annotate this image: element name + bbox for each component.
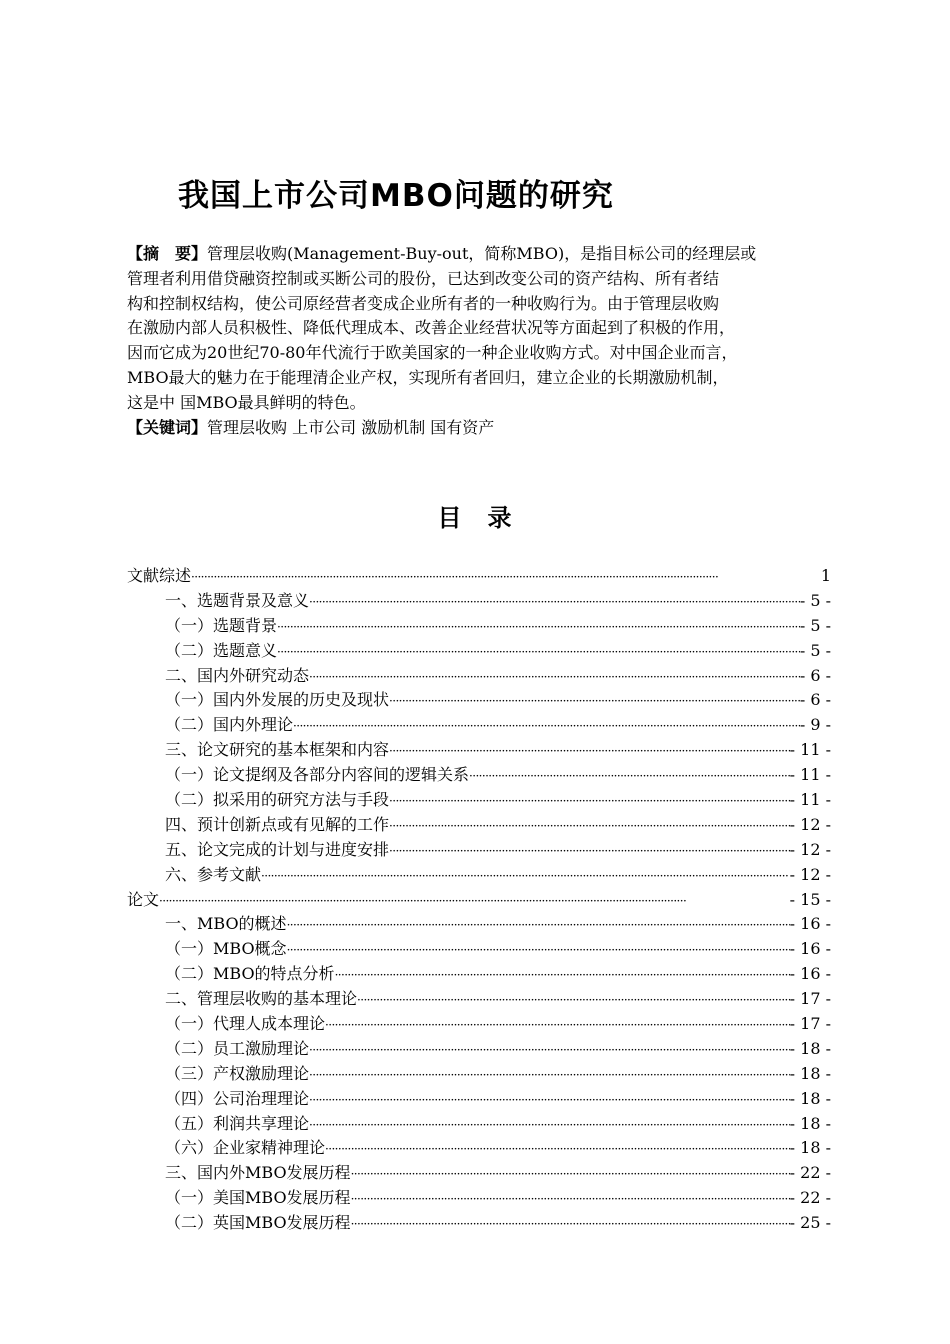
toc-entry-label: （二）拟采用的研究方法与手段 — [165, 790, 390, 810]
toc-entry[interactable] — [127, 813, 831, 838]
keywords-label: 【关键词】 — [127, 417, 208, 437]
toc-entry-page: - 11 - — [789, 765, 831, 785]
toc-entry-page: - 22 - — [789, 1188, 831, 1208]
toc-entry[interactable] — [127, 1037, 831, 1062]
toc-entry-page: - 6 - — [799, 665, 831, 685]
toc-dot-leader — [389, 789, 790, 814]
toc-entry[interactable] — [127, 962, 831, 987]
toc-entry-page: - 18 - — [789, 1063, 831, 1083]
toc-dot-leader — [389, 739, 790, 764]
toc-entry-page: - 9 - — [799, 715, 831, 735]
toc-entry[interactable] — [127, 1062, 831, 1087]
toc-entry-page: - 17 - — [789, 1014, 831, 1034]
toc-entry[interactable] — [127, 688, 831, 713]
toc-dot-leader — [191, 565, 821, 590]
abstract-line — [127, 242, 867, 267]
toc-entry-label: 论文 — [127, 889, 160, 909]
toc-dot-leader — [309, 590, 800, 615]
abstract-line: 在激励内部人员积极性、降低代理成本、改善企业经营状况等方面起到了积极的作用， — [127, 318, 736, 338]
toc-entry[interactable] — [127, 664, 831, 689]
toc-dot-leader — [309, 1063, 790, 1088]
toc-entry-page: - 12 - — [789, 864, 831, 884]
toc-entry-label: （四）公司治理理论 — [165, 1088, 310, 1108]
toc-entry[interactable] — [127, 788, 831, 813]
toc-dot-leader — [287, 938, 790, 963]
toc-entry-page: - 25 - — [789, 1213, 831, 1233]
toc-entry-page: - 18 - — [789, 1138, 831, 1158]
abstract-line: 这是中 国MBO最具鲜明的特色。 — [127, 392, 366, 412]
toc-entry-label: 文献综述 — [127, 566, 192, 585]
toc-entry-page: - 22 - — [789, 1163, 831, 1183]
toc-entry-label: 四、预计创新点或有见解的工作 — [165, 814, 390, 834]
toc-entry[interactable] — [127, 1087, 831, 1112]
toc-entry-label: （五）利润共享理论 — [165, 1113, 310, 1133]
toc-dot-leader — [277, 615, 800, 640]
toc-dot-leader — [469, 764, 790, 789]
toc-dot-leader — [309, 665, 800, 690]
toc-dot-leader — [309, 1088, 790, 1113]
toc-entry-label: （二）国内外理论 — [165, 715, 294, 735]
toc-entry[interactable] — [127, 763, 831, 788]
toc-entry-label: （一）MBO概念 — [165, 939, 287, 959]
toc-entry-page: - 16 - — [789, 914, 831, 934]
toc-entry-page: - 11 - — [789, 790, 831, 810]
toc-entry-label: 一、MBO的概述 — [165, 914, 287, 934]
toc-entry-page: - 5 - — [799, 640, 831, 660]
toc-dot-leader — [287, 913, 790, 938]
table-of-contents — [127, 564, 831, 1236]
toc-entry-label: （二）员工激励理论 — [165, 1038, 310, 1058]
toc-entry-page: - 16 - — [789, 964, 831, 984]
toc-entry-page: - 15 - — [789, 889, 831, 909]
toc-entry-page: - 17 - — [789, 989, 831, 1009]
toc-entry-label: （一）代理人成本理论 — [165, 1014, 326, 1034]
toc-entry-page: 1 — [820, 566, 831, 585]
toc-dot-leader — [351, 1162, 790, 1187]
toc-dot-leader — [325, 1013, 790, 1038]
toc-entry[interactable] — [127, 713, 831, 738]
toc-entry-label: （一）国内外发展的历史及现状 — [165, 690, 390, 710]
toc-entry[interactable] — [127, 987, 831, 1012]
toc-entry-page: - 16 - — [789, 939, 831, 959]
toc-entry[interactable] — [127, 738, 831, 763]
toc-entry-page: - 12 - — [789, 814, 831, 834]
toc-entry-label: 六、参考文献 — [165, 864, 262, 884]
abstract-line: 构和控制权结构，使公司原经营者变成企业所有者的一种收购行为。由于管理层收购 — [127, 293, 720, 313]
toc-entry[interactable] — [127, 1186, 831, 1211]
toc-entry[interactable] — [127, 1211, 831, 1236]
toc-entry[interactable] — [127, 838, 831, 863]
toc-entry[interactable] — [127, 912, 831, 937]
toc-entry[interactable] — [127, 1112, 831, 1137]
toc-entry-page: - 18 - — [789, 1088, 831, 1108]
abstract-label: 【摘 要】 — [127, 244, 208, 263]
toc-heading: 目录 — [437, 504, 538, 532]
toc-entry-label: 三、论文研究的基本框架和内容 — [165, 740, 390, 760]
toc-entry-label: 二、国内外研究动态 — [165, 665, 310, 685]
toc-dot-leader — [293, 714, 800, 739]
toc-dot-leader — [261, 864, 790, 889]
toc-dot-leader — [389, 689, 800, 714]
toc-entry-page: - 6 - — [799, 690, 831, 710]
abstract-text: 管理层收购(Management-Buy-out，简称MBO)，是指目标公司的经理层或 — [207, 244, 757, 263]
toc-entry[interactable] — [127, 937, 831, 962]
toc-entry-label: 五、论文完成的计划与进度安排 — [165, 839, 390, 859]
toc-entry[interactable] — [127, 1136, 831, 1161]
toc-entry-label: （六）企业家精神理论 — [165, 1138, 326, 1158]
toc-entry-label: （一）美国MBO发展历程 — [165, 1188, 351, 1208]
toc-dot-leader — [357, 988, 790, 1013]
keywords-line — [127, 416, 867, 441]
toc-dot-leader — [351, 1187, 790, 1212]
toc-entry-label: 一、选题背景及意义 — [165, 590, 310, 610]
toc-entry[interactable] — [127, 564, 831, 589]
toc-dot-leader — [309, 1113, 790, 1138]
toc-dot-leader — [325, 1137, 790, 1162]
toc-entry-label: （二）英国MBO发展历程 — [165, 1213, 351, 1233]
toc-dot-leader — [389, 839, 790, 864]
toc-entry[interactable] — [127, 1012, 831, 1037]
abstract-block — [127, 242, 867, 440]
toc-entry-label: （一）选题背景 — [165, 615, 278, 635]
toc-entry-page: - 18 - — [789, 1038, 831, 1058]
toc-dot-leader — [389, 814, 790, 839]
toc-entry-page: - 11 - — [789, 740, 831, 760]
abstract-line: MBO最大的魅力在于能理清企业产权，实现所有者回归，建立企业的长期激励机制， — [127, 367, 729, 387]
toc-dot-leader — [277, 640, 800, 665]
toc-dot-leader — [335, 963, 790, 988]
page-title: 我国上市公司MBO问题的研究 — [178, 178, 614, 214]
toc-entry-label: （二）选题意义 — [165, 640, 278, 660]
abstract-line: 因而它成为20世纪70-80年代流行于欧美国家的一种企业收购方式。对中国企业而言， — [127, 343, 738, 363]
toc-entry[interactable] — [127, 639, 831, 664]
toc-entry-label: 二、管理层收购的基本理论 — [165, 989, 358, 1009]
toc-entry-page: - 5 - — [799, 590, 831, 610]
toc-entry[interactable] — [127, 1161, 831, 1186]
toc-entry-label: （一）论文提纲及各部分内容间的逻辑关系 — [165, 765, 470, 785]
toc-entry[interactable] — [127, 863, 831, 888]
toc-entry[interactable] — [127, 888, 831, 913]
toc-entry-label: （二）MBO的特点分析 — [165, 964, 335, 984]
toc-entry-page: - 18 - — [789, 1113, 831, 1133]
toc-dot-leader — [159, 889, 790, 914]
toc-entry-label: 三、国内外MBO发展历程 — [165, 1163, 351, 1183]
toc-dot-leader — [351, 1212, 790, 1237]
keywords-text: 管理层收购 上市公司 激励机制 国有资产 — [207, 417, 495, 437]
toc-entry[interactable] — [127, 589, 831, 614]
toc-dot-leader — [309, 1038, 790, 1063]
toc-entry[interactable] — [127, 614, 831, 639]
toc-entry-page: - 12 - — [789, 839, 831, 859]
toc-entry-label: （三）产权激励理论 — [165, 1063, 310, 1083]
toc-entry-page: - 5 - — [799, 615, 831, 635]
abstract-line: 管理者利用借贷融资控制或买断公司的股份，已达到改变公司的资产结构、所有者结 — [127, 268, 720, 288]
